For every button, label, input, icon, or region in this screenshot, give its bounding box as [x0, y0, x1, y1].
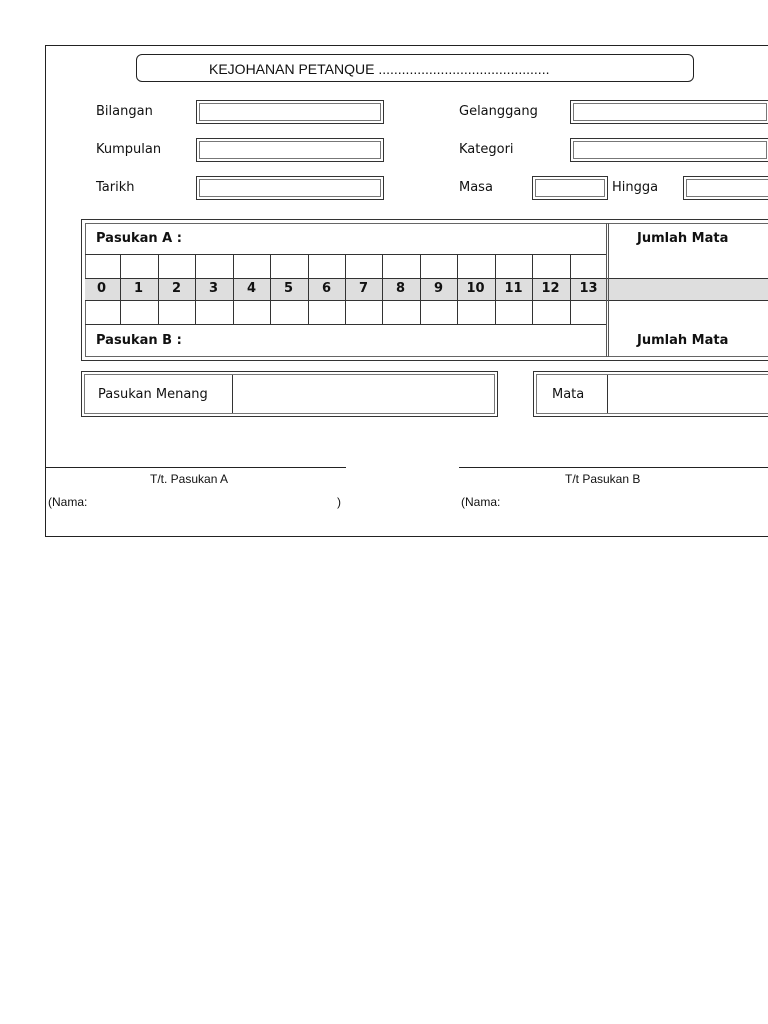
grid-line: [85, 300, 768, 301]
kumpulan-field[interactable]: [196, 138, 384, 162]
points-divider: [607, 375, 608, 413]
signature-caption-a: T/t. Pasukan A: [150, 472, 229, 486]
signature-line-b: [459, 467, 768, 468]
team-b-total-label: Jumlah Mata: [637, 333, 729, 348]
signature-name-label-a: (Nama:: [48, 495, 88, 509]
kumpulan-label: Kumpulan: [96, 142, 162, 157]
score-number[interactable]: 9: [433, 281, 444, 296]
points-field[interactable]: [609, 375, 768, 413]
signature-name-close-a: ): [337, 495, 341, 509]
score-sheet: [45, 45, 768, 537]
points-label: Mata: [552, 387, 585, 402]
bilangan-field[interactable]: [196, 100, 384, 124]
score-number[interactable]: 2: [171, 281, 182, 296]
score-number[interactable]: 0: [96, 281, 107, 296]
team-a-label: Pasukan A :: [96, 231, 182, 246]
score-number[interactable]: 3: [208, 281, 219, 296]
grid-line: [85, 324, 606, 325]
hingga-field[interactable]: [683, 176, 768, 200]
score-number[interactable]: 4: [246, 281, 257, 296]
signature-name-label-b: (Nama:: [461, 495, 501, 509]
signature-caption-b: T/t Pasukan B: [565, 472, 641, 486]
winner-divider: [232, 375, 233, 413]
winner-label: Pasukan Menang: [98, 387, 208, 402]
title-banner: [136, 54, 694, 82]
tarikh-field[interactable]: [196, 176, 384, 200]
gelanggang-field[interactable]: [570, 100, 768, 124]
kategori-field[interactable]: [570, 138, 768, 162]
score-number[interactable]: 12: [541, 281, 560, 296]
signature-line-a: [46, 467, 346, 468]
score-number[interactable]: 8: [395, 281, 406, 296]
score-number[interactable]: 11: [504, 281, 523, 296]
team-a-total-label: Jumlah Mata: [637, 231, 729, 246]
gelanggang-label: Gelanggang: [459, 104, 538, 119]
score-number[interactable]: 6: [321, 281, 332, 296]
hingga-label: Hingga: [612, 180, 659, 195]
kategori-label: Kategori: [459, 142, 514, 157]
masa-field[interactable]: [532, 176, 608, 200]
masa-label: Masa: [459, 180, 493, 195]
team-b-label: Pasukan B :: [96, 333, 182, 348]
bilangan-label: Bilangan: [96, 104, 153, 119]
score-number[interactable]: 1: [133, 281, 144, 296]
score-number[interactable]: 5: [283, 281, 294, 296]
tarikh-label: Tarikh: [96, 180, 135, 195]
winner-field[interactable]: [234, 375, 494, 413]
score-number[interactable]: 13: [579, 281, 598, 296]
score-number[interactable]: 7: [358, 281, 369, 296]
page-title: KEJOHANAN PETANQUE ............................................: [209, 61, 550, 77]
score-number[interactable]: 10: [466, 281, 485, 296]
